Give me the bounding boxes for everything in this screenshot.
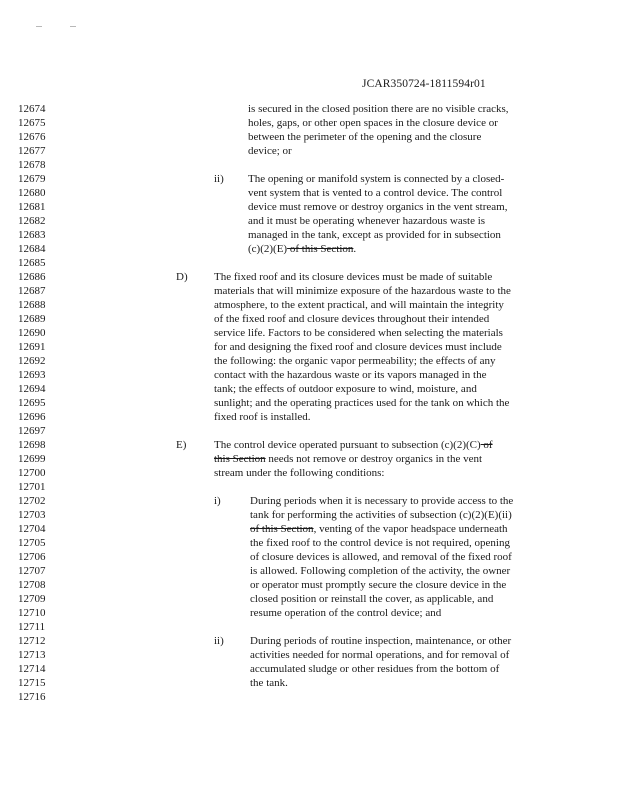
text-line: and it must be operating whenever hazardous waste is bbox=[248, 215, 486, 227]
item-marker: ii) bbox=[214, 173, 224, 185]
line-number: 12684 bbox=[18, 243, 46, 255]
line-number: 12706 bbox=[18, 551, 46, 563]
text-line: resume operation of the control device; and bbox=[250, 607, 442, 619]
line-number: 12690 bbox=[18, 327, 46, 339]
text-line: device must remove or destroy organics in the vent stream, bbox=[248, 201, 508, 213]
line-number: 12694 bbox=[18, 383, 46, 395]
text-line: is secured in the closed position there are no visible cracks, bbox=[248, 103, 509, 115]
text-line: the fixed roof to the control device is not required, opening bbox=[250, 537, 510, 549]
text-line: During periods when it is necessary to provide access to the bbox=[250, 495, 514, 507]
line-number: 12686 bbox=[18, 271, 46, 283]
text-line: atmosphere, to the extent practical, and will maintain the integrity bbox=[214, 299, 504, 311]
text-line bbox=[214, 439, 493, 452]
text-line: activities needed for normal operations, and for removal of bbox=[250, 649, 510, 661]
text-line bbox=[250, 523, 508, 536]
text-line: service life. Factors to be considered when selecting the materials bbox=[214, 327, 503, 339]
text-line: materials that will minimize exposure of the hazardous waste to the bbox=[214, 285, 511, 297]
line-number: 12674 bbox=[18, 103, 46, 115]
text-line bbox=[248, 243, 356, 256]
struck-text: of this Section bbox=[250, 523, 314, 535]
struck-text: of bbox=[480, 439, 493, 451]
text-line: stream under the following conditions: bbox=[214, 467, 385, 479]
line-number: 12683 bbox=[18, 229, 46, 241]
text-line: of closure devices is allowed, and removal of the fixed roof bbox=[250, 551, 512, 563]
text-line: device; or bbox=[248, 145, 292, 157]
line-number: 12677 bbox=[18, 145, 46, 157]
text-line: or operator must promptly secure the closure device in the bbox=[250, 579, 507, 591]
struck-text: of this Section bbox=[287, 243, 354, 255]
text-line: tank; the effects of outdoor exposure to wind, moisture, and bbox=[214, 383, 477, 395]
line-number: 12676 bbox=[18, 131, 46, 143]
line-number: 12713 bbox=[18, 649, 46, 661]
line-number: 12698 bbox=[18, 439, 46, 451]
text-line: closed position or reinstall the cover, as applicable, and bbox=[250, 593, 494, 605]
item-marker: ii) bbox=[214, 635, 224, 647]
line-number: 12696 bbox=[18, 411, 46, 423]
item-marker: D) bbox=[176, 271, 188, 283]
line-number: 12692 bbox=[18, 355, 46, 367]
line-number: 12712 bbox=[18, 635, 46, 647]
line-number: 12704 bbox=[18, 523, 46, 535]
line-number: 12679 bbox=[18, 173, 46, 185]
line-number: 12688 bbox=[18, 299, 46, 311]
line-number: 12716 bbox=[18, 691, 46, 703]
text-line: fixed roof is installed. bbox=[214, 411, 311, 423]
text-line: The opening or manifold system is connected by a closed- bbox=[248, 173, 505, 185]
text-line: holes, gaps, or other open spaces in the closure device or bbox=[248, 117, 498, 129]
line-number: 12682 bbox=[18, 215, 46, 227]
text-line: the following: the organic vapor permeability; the effects of any bbox=[214, 355, 496, 367]
line-number: 12715 bbox=[18, 677, 46, 689]
line-number: 12675 bbox=[18, 117, 46, 129]
text-segment: The control device operated pursuant to subsection (c)(2)(C) bbox=[214, 439, 481, 451]
item-marker: E) bbox=[176, 439, 187, 451]
line-number: 12685 bbox=[18, 257, 46, 269]
text-segment: . bbox=[353, 243, 357, 255]
line-number: 12703 bbox=[18, 509, 46, 521]
line-number: 12699 bbox=[18, 453, 46, 465]
text-line: The fixed roof and its closure devices must be made of suitable bbox=[214, 271, 493, 283]
text-line: contact with the hazardous waste or its vapors managed in the bbox=[214, 369, 487, 381]
document-id-header: JCAR350724-1811594r01 bbox=[362, 78, 486, 90]
text-line: is allowed. Following completion of the activity, the owner bbox=[250, 565, 511, 577]
text-segment: needs not remove or destroy organics in the vent bbox=[265, 453, 483, 465]
line-number: 12687 bbox=[18, 285, 46, 297]
line-number: 12708 bbox=[18, 579, 46, 591]
line-number: 12697 bbox=[18, 425, 46, 437]
text-line: of the fixed roof and closure devices throughout their intended bbox=[214, 313, 490, 325]
scan-mark bbox=[36, 26, 42, 27]
line-number: 12701 bbox=[18, 481, 46, 493]
line-number: 12707 bbox=[18, 565, 46, 577]
line-number: 12702 bbox=[18, 495, 46, 507]
line-number: 12681 bbox=[18, 201, 46, 213]
text-line: During periods of routine inspection, maintenance, or other bbox=[250, 635, 512, 647]
text-line: the tank. bbox=[250, 677, 288, 689]
text-line: for and designing the fixed roof and closure devices must include bbox=[214, 341, 502, 353]
text-line: managed in the tank, except as provided for in subsection bbox=[248, 229, 501, 241]
line-number: 12710 bbox=[18, 607, 46, 619]
struck-text: this Section bbox=[214, 453, 266, 465]
line-number: 12689 bbox=[18, 313, 46, 325]
text-segment: (c)(2)(E) bbox=[248, 243, 288, 255]
line-number: 12705 bbox=[18, 537, 46, 549]
text-line: between the perimeter of the opening and the closure bbox=[248, 131, 482, 143]
line-number: 12680 bbox=[18, 187, 46, 199]
text-segment: , venting of the vapor headspace underneath bbox=[313, 523, 508, 535]
scan-mark bbox=[70, 26, 76, 27]
text-line: accumulated sludge or other residues from the bottom of bbox=[250, 663, 500, 675]
line-number: 12711 bbox=[18, 621, 46, 633]
line-number: 12691 bbox=[18, 341, 46, 353]
line-number: 12700 bbox=[18, 467, 46, 479]
text-line: vent system that is vented to a control device. The control bbox=[248, 187, 503, 199]
text-line: tank for performing the activities of subsection (c)(2)(E)(ii) bbox=[250, 509, 512, 521]
item-marker: i) bbox=[214, 495, 221, 507]
line-number: 12695 bbox=[18, 397, 46, 409]
text-line bbox=[214, 453, 482, 466]
line-number: 12693 bbox=[18, 369, 46, 381]
line-number: 12714 bbox=[18, 663, 46, 675]
line-number: 12678 bbox=[18, 159, 46, 171]
line-number: 12709 bbox=[18, 593, 46, 605]
text-line: sunlight; and the operating practices used for the tank on which the bbox=[214, 397, 510, 409]
